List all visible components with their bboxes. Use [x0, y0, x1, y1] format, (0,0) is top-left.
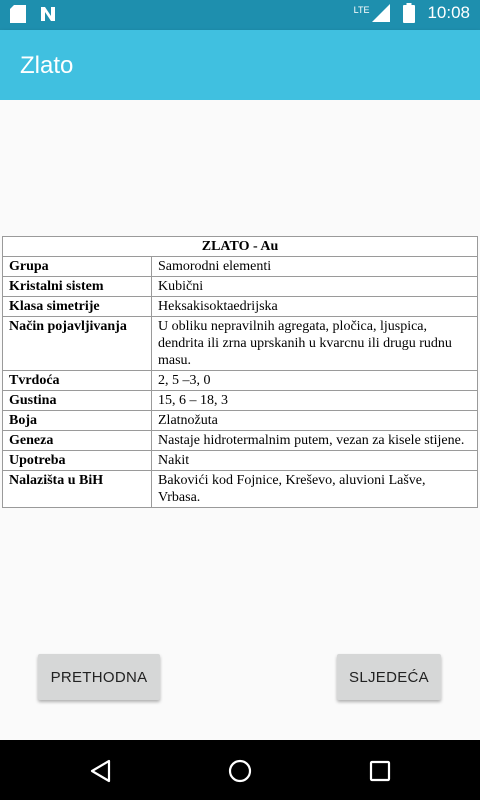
table-row	[3, 371, 478, 391]
row-value: Nastaje hidrotermalnim putem, vezan za kisele stijene.	[152, 431, 478, 451]
row-key: Nalazišta u BiH	[3, 471, 152, 508]
row-value: Nakit	[152, 451, 478, 471]
page-title: Zlato	[20, 52, 74, 79]
table-header: ZLATO - Au	[3, 237, 478, 257]
row-value: U obliku nepravilnih agregata, pločica, ljuspica, dendrita ili zrna uprskanih u kvarcnu ili drugu rudnu masu.	[152, 317, 478, 371]
content-area	[0, 100, 480, 740]
next-button[interactable]: SLJEDEĆA	[337, 654, 441, 700]
table-row	[3, 297, 478, 317]
table-row	[3, 431, 478, 451]
row-value: 2, 5 –3, 0	[152, 371, 478, 391]
row-key: Grupa	[3, 257, 152, 277]
status-bar	[0, 0, 480, 30]
row-key: Način pojavljivanja	[3, 317, 152, 371]
previous-button[interactable]: PRETHODNA	[38, 654, 160, 700]
status-time: 10:08	[427, 3, 470, 22]
mineral-info-table	[2, 236, 478, 508]
table-row	[3, 471, 478, 508]
row-key: Kristalni sistem	[3, 277, 152, 297]
sd-card-icon	[8, 4, 28, 24]
signal-icon	[371, 3, 391, 23]
table-row	[3, 411, 478, 431]
network-type-label: LTE	[353, 5, 370, 15]
table-row	[3, 451, 478, 471]
row-value: Bakovići kod Fojnice, Kreševo, aluvioni Lašve, Vrbasa.	[152, 471, 478, 508]
battery-icon	[399, 3, 419, 23]
row-value: Samorodni elementi	[152, 257, 478, 277]
back-icon[interactable]	[86, 757, 114, 785]
row-key: Upotreba	[3, 451, 152, 471]
row-key: Tvrdoća	[3, 371, 152, 391]
row-value: Zlatnožuta	[152, 411, 478, 431]
app-bar	[0, 30, 480, 100]
home-icon[interactable]	[226, 757, 254, 785]
row-value: Kubični	[152, 277, 478, 297]
table-header-row	[3, 237, 478, 257]
n-app-icon	[38, 4, 58, 24]
table-row	[3, 391, 478, 411]
row-value: Heksakisoktaedrijska	[152, 297, 478, 317]
table-row	[3, 317, 478, 371]
table-row	[3, 257, 478, 277]
row-key: Klasa simetrije	[3, 297, 152, 317]
navigation-bar	[0, 740, 480, 800]
row-value: 15, 6 – 18, 3	[152, 391, 478, 411]
recent-apps-icon[interactable]	[366, 757, 394, 785]
row-key: Boja	[3, 411, 152, 431]
row-key: Geneza	[3, 431, 152, 451]
row-key: Gustina	[3, 391, 152, 411]
table-row	[3, 277, 478, 297]
